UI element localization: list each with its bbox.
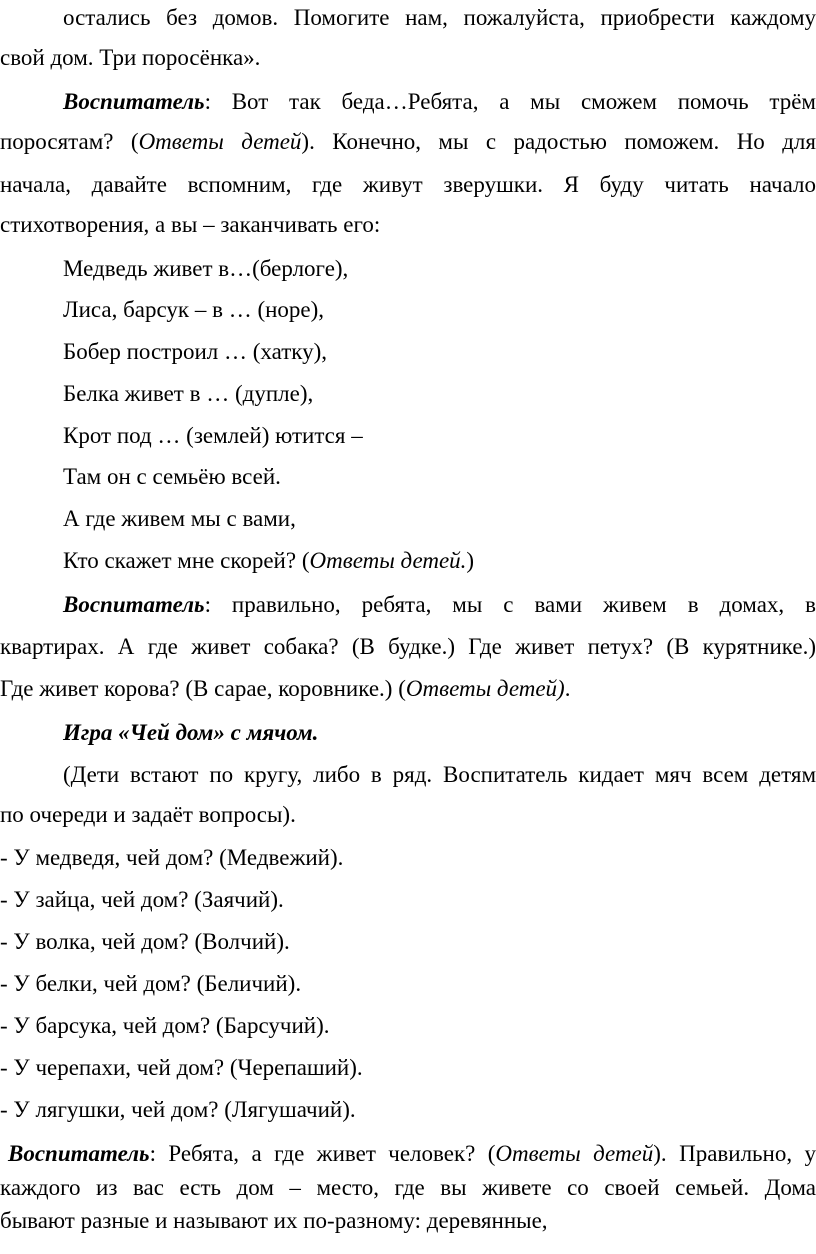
poem-line: Там он с семьёю всей. [63, 464, 281, 489]
text-run: поросятам? ( [0, 129, 139, 154]
text-run: . [564, 676, 571, 701]
question-line: - У лягушки, чей дом? (Лягушачий). [0, 1097, 356, 1122]
paragraph-line [63, 87, 816, 117]
speaker-label: Воспитатель [8, 1141, 150, 1166]
paragraph-line: остались без домов. Помогите нам, пожалуйста, приобрести каждому [63, 5, 816, 30]
poem-line: А где живем мы с вами, [63, 506, 296, 531]
paragraph-line: (Дети встают по кругу, либо в ряд. Воспитатель кидает мяч всем детям [63, 762, 816, 787]
speaker-label: Воспитатель [63, 89, 205, 114]
paragraph-line: квартирах. А где живет собака? (В будке.) Где живет петух? (В курятнике.) [0, 634, 816, 659]
question-line: - У волка, чей дом? (Волчий). [0, 929, 290, 954]
poem-line: Медведь живет в…(берлоге), [63, 256, 349, 281]
text-run: : Вот так беда…Ребята, а мы сможем помочь трём [204, 89, 816, 114]
text-run: ). Правильно, у [653, 1141, 816, 1166]
paragraph-line [0, 127, 816, 157]
question-line: - У черепахи, чей дом? (Черепаший). [0, 1055, 363, 1080]
speaker-label: Воспитатель [63, 592, 205, 617]
game-title: Игра «Чей дом» с мячом. [63, 720, 319, 745]
paragraph-line: по очереди и задаёт вопросы). [0, 802, 296, 827]
italic-run: Ответы детей. [309, 548, 467, 573]
text-run: : Ребята, а где живет человек? ( [149, 1141, 496, 1166]
paragraph-line: свой дом. Три поросёнка». [0, 45, 261, 70]
text-run: : правильно, ребята, мы с вами живем в домах, в [204, 592, 816, 617]
paragraph-line [8, 1139, 816, 1169]
question-line: - У медведя, чей дом? (Медвежий). [0, 845, 344, 870]
text-run: Кто скажет мне скорей? ( [63, 548, 310, 573]
question-line: - У белки, чей дом? (Беличий). [0, 971, 302, 996]
paragraph-line [63, 590, 816, 620]
paragraph-line: каждого из вас есть дом – место, где вы живете со своей семьей. Дома [0, 1175, 816, 1200]
italic-run: Ответы детей [138, 129, 302, 154]
poem-line: Лиса, барсук – в … (норе), [63, 297, 325, 322]
poem-line: Крот под … (землей) ютится – [63, 423, 363, 448]
italic-run: Ответы детей [495, 1141, 654, 1166]
italic-run: Ответы детей) [405, 676, 565, 701]
text-run: ). Конечно, мы с радостью поможем. Но для [301, 129, 816, 154]
question-line: - У барсука, чей дом? (Барсучий). [0, 1013, 330, 1038]
text-run: Где живет корова? (В сарае, коровнике.) ( [0, 676, 406, 701]
paragraph-line [0, 674, 816, 704]
paragraph-line: стихотворения, а вы – заканчивать его: [0, 212, 381, 237]
poem-line: Белка живет в … (дупле), [63, 381, 314, 406]
text-run: ) [466, 548, 475, 573]
question-line: - У зайца, чей дом? (Заячий). [0, 887, 284, 912]
poem-line [63, 546, 816, 576]
poem-line: Бобер построил … (хатку), [63, 339, 328, 364]
paragraph-line: бывают разные и называют их по-разному: деревянные, [0, 1208, 548, 1233]
paragraph-line: начала, давайте вспомним, где живут зверушки. Я буду читать начало [0, 172, 816, 197]
